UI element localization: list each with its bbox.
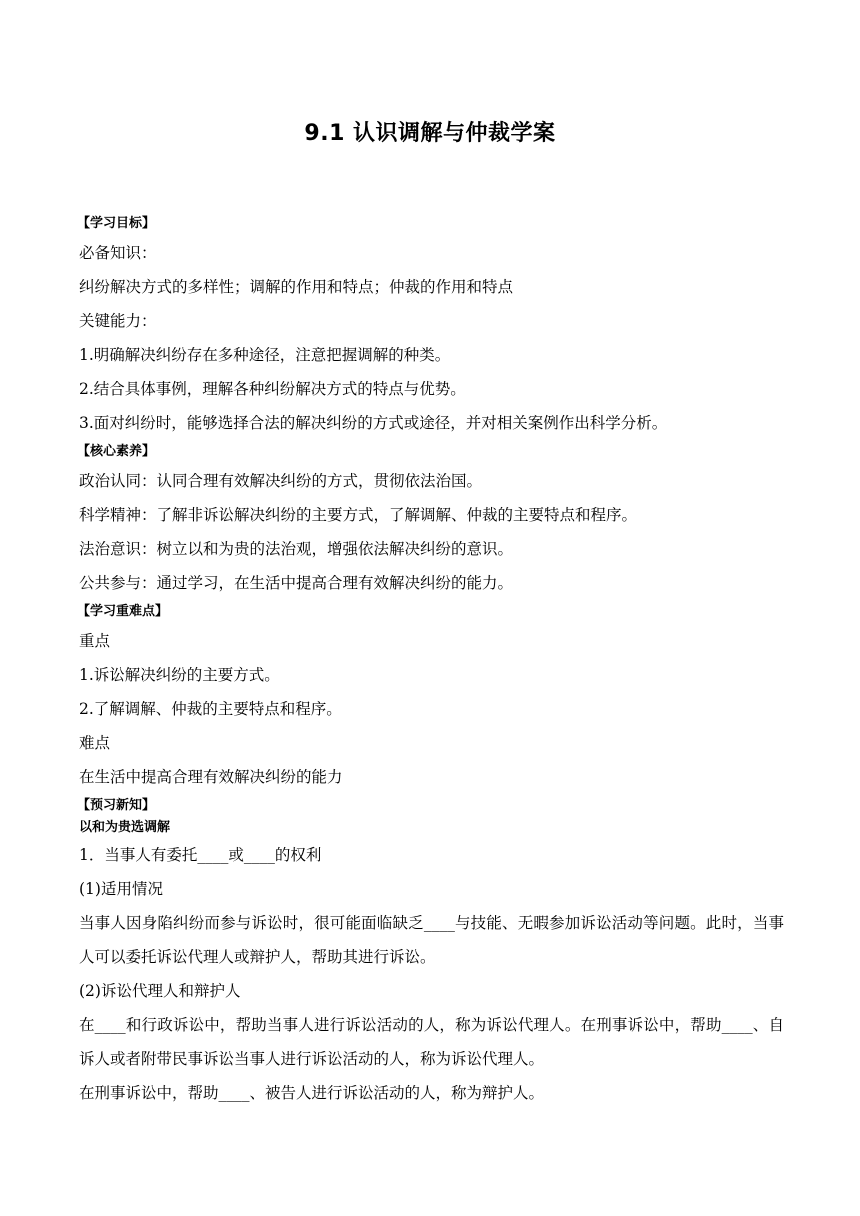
literacy-line: 科学精神：了解非诉讼解决纠纷的主要方式，了解调解、仲裁的主要特点和程序。 — [79, 506, 638, 524]
keypoints-line: 1.诉讼解决纠纷的主要方式。 — [79, 666, 280, 684]
keypoints-line: 在生活中提高合理有效解决纠纷的能力 — [79, 768, 343, 786]
preview-paragraph-3: 在刑事诉讼中，帮助____、被告人进行诉讼活动的人，称为辩护人。 — [79, 1084, 545, 1102]
keypoints-line: 重点 — [79, 632, 111, 650]
goals-line: 必备知识： — [79, 244, 157, 262]
preview-paragraph-2: 在____和行政诉讼中，帮助当事人进行诉讼活动的人，称为诉讼代理人。在刑事诉讼中，帮助____、自诉人或者附带民事诉讼当事人进行诉讼活动的人，称为诉讼代理人。 — [79, 1016, 784, 1068]
section-heading-goals: 【学习目标】 — [77, 216, 156, 231]
goals-line: 3.面对纠纷时，能够选择合法的解决纠纷的方式或途径，并对相关案例作出科学分析。 — [79, 414, 668, 432]
goals-line: 2.结合具体事例，理解各种纠纷解决方式的特点与优势。 — [79, 380, 466, 398]
preview-item-1: 1．当事人有委托____或____的权利 — [79, 846, 322, 864]
document-title: 9.1 认识调解与仲裁学案 — [304, 121, 556, 146]
preview-paragraph-1: 当事人因身陷纠纷而参与诉讼时，很可能面临缺乏____与技能、无暇参加诉讼活动等问题。此时，当事人可以委托诉讼代理人或辩护人，帮助其进行诉讼。 — [79, 914, 784, 966]
keypoints-line: 2.了解调解、仲裁的主要特点和程序。 — [79, 700, 342, 718]
preview-subheading: 以和为贵选调解 — [79, 820, 171, 835]
goals-line: 关键能力： — [79, 312, 157, 330]
document-body — [79, 212, 784, 1110]
section-heading-preview: 【预习新知】 — [77, 798, 156, 813]
literacy-line: 公共参与：通过学习，在生活中提高合理有效解决纠纷的能力。 — [79, 574, 514, 592]
goals-line: 1.明确解决纠纷存在多种途径，注意把握调解的种类。 — [79, 346, 451, 364]
keypoints-line: 难点 — [79, 734, 111, 752]
preview-item-1-2: (2)诉讼代理人和辩护人 — [79, 982, 241, 1000]
goals-line: 纠纷解决方式的多样性；调解的作用和特点；仲裁的作用和特点 — [79, 278, 514, 296]
literacy-line: 法治意识：树立以和为贵的法治观，增强依法解决纠纷的意识。 — [79, 540, 514, 558]
section-heading-literacy: 【核心素养】 — [77, 444, 156, 459]
section-heading-keypoints: 【学习重难点】 — [77, 604, 169, 619]
literacy-line: 政治认同：认同合理有效解决纠纷的方式，贯彻依法治国。 — [79, 472, 483, 490]
preview-item-1-1: (1)适用情况 — [79, 880, 163, 898]
